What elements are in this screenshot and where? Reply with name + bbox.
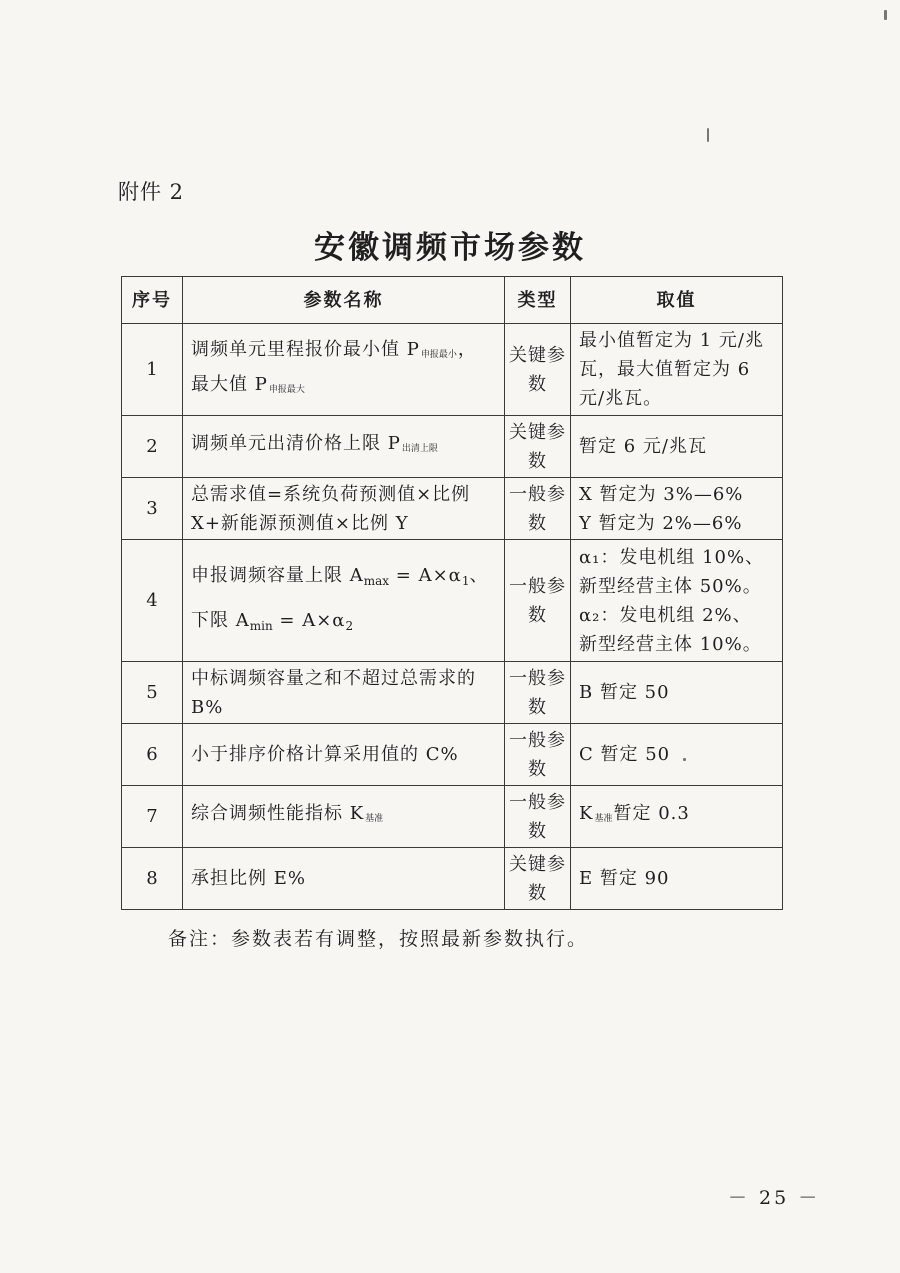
table-row xyxy=(122,478,783,540)
name-text: 最大值 P xyxy=(191,373,268,395)
row-value xyxy=(571,540,783,662)
value-subscript: 基准 xyxy=(594,814,613,824)
row-param-name xyxy=(183,786,505,848)
row-index: 1 xyxy=(122,324,183,416)
row-value: 最小值暂定为 1 元/兆瓦，最大值暂定为 6 元/兆瓦。 xyxy=(571,324,783,416)
row-index: 7 xyxy=(122,786,183,848)
page-number: － 25 － xyxy=(728,1187,821,1209)
row-index: 3 xyxy=(122,478,183,540)
name-subscript: 2 xyxy=(345,618,354,633)
name-subscript: min xyxy=(249,618,273,633)
row-value: B 暂定 50 xyxy=(571,662,783,724)
value-line: Y 暂定为 2%—6% xyxy=(579,512,743,534)
scan-mark xyxy=(884,10,887,20)
footnote: 备注：参数表若有调整，按照最新参数执行。 xyxy=(168,928,589,950)
value-line: X 暂定为 3%—6% xyxy=(579,483,744,505)
table-row xyxy=(122,662,783,724)
value-line: 新型经营主体 10%。 xyxy=(579,633,762,655)
row-type: 一般参数 xyxy=(505,786,571,848)
header-param-name: 参数名称 xyxy=(183,277,505,324)
row-param-name xyxy=(183,416,505,478)
value-text: 暂定 0.3 xyxy=(613,803,690,824)
row-type: 一般参数 xyxy=(505,662,571,724)
row-type: 一般参数 xyxy=(505,724,571,786)
name-text: 下限 A xyxy=(191,609,250,631)
row-type: 关键参数 xyxy=(505,324,571,416)
row-index: 5 xyxy=(122,662,183,724)
name-subscript: 基准 xyxy=(365,814,384,824)
row-type: 一般参数 xyxy=(505,540,571,662)
table-row xyxy=(122,416,783,478)
name-subscript: 申报最小 xyxy=(420,349,457,360)
row-value xyxy=(571,478,783,540)
name-subscript: max xyxy=(363,573,390,588)
row-index: 8 xyxy=(122,848,183,910)
table-row xyxy=(122,786,783,848)
row-param-name: 小于排序价格计算采用值的 C% xyxy=(183,724,505,786)
name-text: 申报调频容量上限 A xyxy=(191,564,364,586)
row-param-name xyxy=(183,324,505,416)
row-index: 4 xyxy=(122,540,183,662)
row-type: 一般参数 xyxy=(505,478,571,540)
name-text: 调频单元出清价格上限 P xyxy=(191,433,401,454)
row-param-name xyxy=(183,540,505,662)
row-value: 暂定 6 元/兆瓦 xyxy=(571,416,783,478)
parameter-table xyxy=(121,276,783,910)
name-text: = A×α xyxy=(389,564,462,586)
header-value: 取值 xyxy=(571,277,783,324)
row-value xyxy=(571,786,783,848)
name-text: = A×α xyxy=(272,609,346,631)
name-text: 综合调频性能指标 K xyxy=(191,803,365,824)
row-index: 2 xyxy=(122,416,183,478)
row-param-name: 总需求值=系统负荷预测值×比例X+新能源预测值×比例 Y xyxy=(183,478,505,540)
table-row xyxy=(122,848,783,910)
row-index: 6 xyxy=(122,724,183,786)
formula-lower xyxy=(191,601,496,646)
scan-mark xyxy=(707,128,709,142)
name-text: 、 xyxy=(469,564,489,586)
row-param-name: 中标调频容量之和不超过总需求的 B% xyxy=(183,662,505,724)
document-title: 安徽调频市场参数 xyxy=(314,230,586,266)
attachment-label: 附件 2 xyxy=(118,180,185,204)
row-type: 关键参数 xyxy=(505,416,571,478)
table-header-row xyxy=(122,277,783,324)
formula-upper xyxy=(191,556,496,601)
name-subscript: 出清上限 xyxy=(401,444,438,454)
row-value: C 暂定 50 xyxy=(571,724,783,786)
header-type: 类型 xyxy=(505,277,571,324)
scan-mark xyxy=(683,758,686,761)
name-subscript: 1 xyxy=(461,573,470,588)
name-text: 调频单元里程报价最小值 P xyxy=(191,338,420,360)
row-param-name: 承担比例 E% xyxy=(183,848,505,910)
table-row xyxy=(122,540,783,662)
table-row xyxy=(122,324,783,416)
row-type: 关键参数 xyxy=(505,848,571,910)
row-value: E 暂定 90 xyxy=(571,848,783,910)
value-line: 新型经营主体 50%。 xyxy=(579,575,762,597)
name-text: ， xyxy=(457,338,477,360)
value-text: K xyxy=(579,803,594,824)
header-index: 序号 xyxy=(122,277,183,324)
table-row xyxy=(122,724,783,786)
value-line: α₂：发电机组 2%、 xyxy=(579,604,752,626)
name-subscript: 申报最大 xyxy=(268,384,305,395)
value-line: α₁：发电机组 10%、 xyxy=(579,546,765,568)
